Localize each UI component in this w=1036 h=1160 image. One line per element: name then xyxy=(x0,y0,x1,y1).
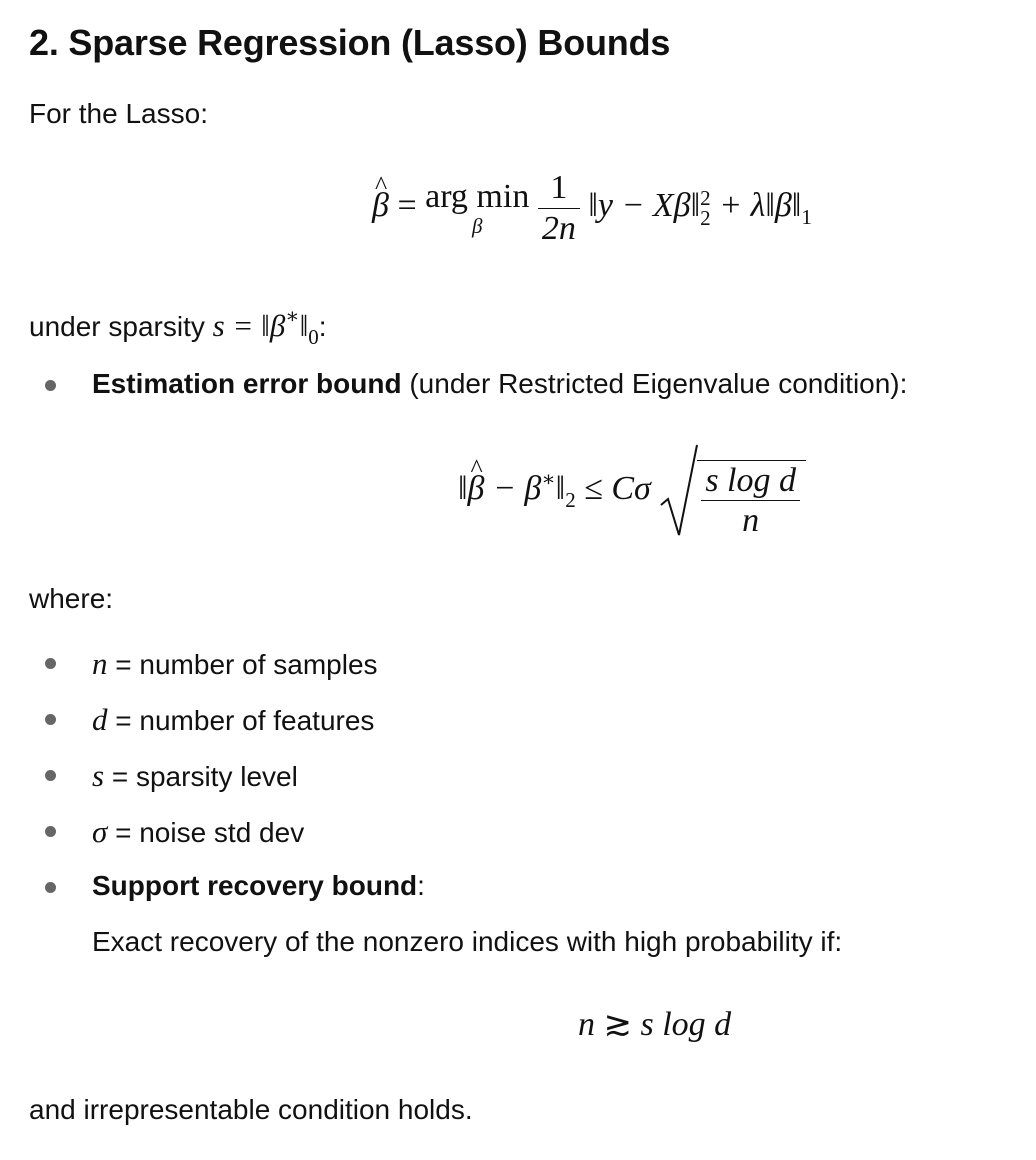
intro-text: For the Lasso: xyxy=(29,98,208,129)
definition-symbol: d xyxy=(92,702,108,737)
bullet-dot xyxy=(45,380,56,391)
square-root xyxy=(659,443,806,539)
argmin-label: arg min xyxy=(425,177,530,215)
residual-sub: 2 xyxy=(700,206,711,231)
fraction-denominator: 2n xyxy=(541,209,576,247)
support-bold: Support recovery bound xyxy=(92,870,418,901)
residual-norm-indices xyxy=(700,186,711,231)
error-minus: − β xyxy=(484,469,542,507)
sparsity-label: under sparsity xyxy=(29,311,213,342)
fraction-numerator: 1 xyxy=(538,170,580,209)
definition-symbol: σ xyxy=(92,814,108,849)
error-beta-hat: ^ β xyxy=(468,470,485,508)
argmin-operator xyxy=(425,177,530,238)
radicand-numerator: s log d xyxy=(701,463,800,502)
recovery-n: n xyxy=(578,1006,595,1043)
bullet-dot xyxy=(45,714,56,725)
closing-text: and irrepresentable condition holds. xyxy=(29,1094,473,1125)
residual-norm: ‖y − Xβ‖ xyxy=(588,186,701,224)
sparsity-norm-close: ‖ xyxy=(299,308,309,343)
c-sigma: Cσ xyxy=(611,469,651,507)
support-text: Exact recovery of the nonzero indices with high probability if: xyxy=(92,926,843,957)
radicand xyxy=(697,460,806,539)
l1-penalty: + λ‖β‖ xyxy=(719,186,802,224)
definition-item xyxy=(92,646,378,682)
bullet-dot xyxy=(45,658,56,669)
bullet-dot xyxy=(45,882,56,893)
lasso-formula xyxy=(372,170,812,246)
definition-text: = number of features xyxy=(107,705,375,736)
leq-sign: ≤ xyxy=(575,469,612,507)
definition-text: = sparsity level xyxy=(104,761,298,792)
estimation-bullet xyxy=(92,368,907,400)
bullet-dot xyxy=(45,770,56,781)
error-bound-formula xyxy=(458,443,806,539)
sparsity-line xyxy=(29,304,327,350)
definition-text: = noise std dev xyxy=(107,817,305,848)
definition-item xyxy=(92,702,374,738)
definition-text: = number of samples xyxy=(107,649,378,680)
sparsity-norm: = ‖β xyxy=(224,308,286,343)
definition-item xyxy=(92,758,298,794)
definition-symbol: s xyxy=(92,758,105,793)
l1-sub: 1 xyxy=(801,204,812,229)
recovery-formula xyxy=(578,1004,731,1044)
equals-sign: = xyxy=(397,186,417,224)
fraction-one-over-2n xyxy=(538,170,580,246)
definition-item xyxy=(92,814,304,850)
support-bullet xyxy=(92,870,425,902)
sparsity-sub: 0 xyxy=(308,325,319,349)
radicand-denominator: n xyxy=(742,502,760,540)
sparsity-var: s xyxy=(212,308,225,343)
estimation-bold: Estimation error bound xyxy=(92,368,402,399)
sparsity-star: ∗ xyxy=(285,304,300,328)
error-norm-open: ‖ xyxy=(458,469,468,507)
error-norm-close: ‖ xyxy=(555,469,566,507)
page-title: 2. Sparse Regression (Lasso) Bounds xyxy=(29,22,671,63)
residual-sup: 2 xyxy=(700,186,711,211)
definition-symbol: n xyxy=(92,646,108,681)
bullet-dot xyxy=(45,826,56,837)
sparsity-colon: : xyxy=(318,311,327,342)
error-sub: 2 xyxy=(565,487,576,512)
error-star: ∗ xyxy=(541,466,556,491)
support-colon: : xyxy=(417,870,425,901)
recovery-rhs: s log d xyxy=(640,1006,732,1043)
argmin-subscript: β xyxy=(471,213,483,238)
where-label: where: xyxy=(29,583,114,614)
beta-hat: ^ β xyxy=(372,187,389,225)
radical-sign-icon xyxy=(659,443,699,539)
recovery-relation: ≳ xyxy=(595,1006,641,1043)
estimation-rest: (under Restricted Eigenvalue condition): xyxy=(401,368,908,399)
